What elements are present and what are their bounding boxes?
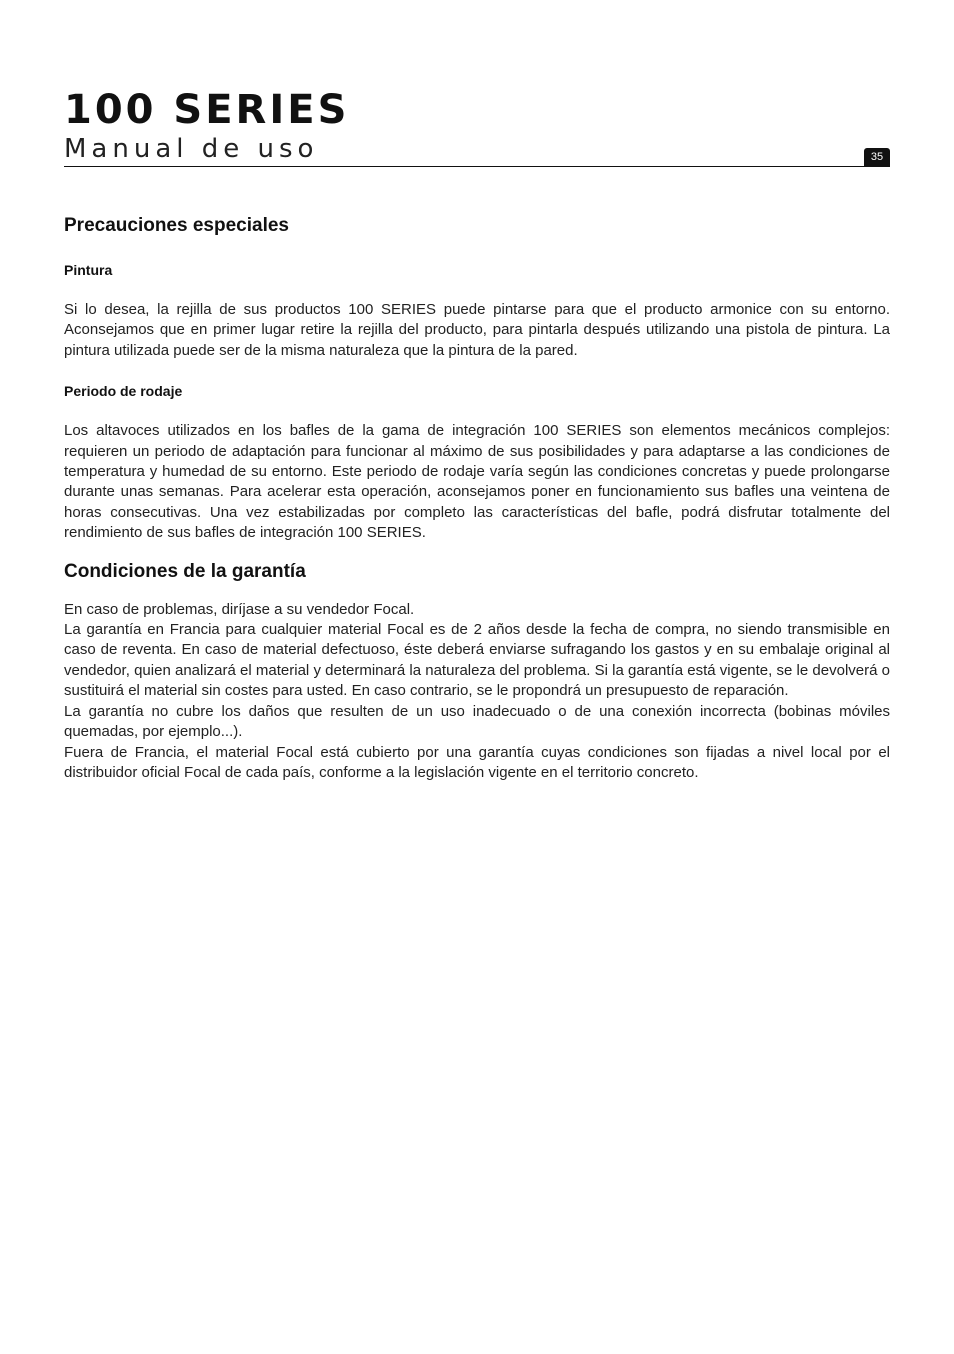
- paragraph: La garantía no cubre los daños que resulten de un uso inadecuado o de una conexión incorrecta (bobinas móviles quemadas, por ejemplo...).: [64, 702, 890, 741]
- paragraph: En caso de problemas, diríjase a su vendedor Focal.: [64, 600, 415, 618]
- page-header: [64, 86, 890, 164]
- document-title: 100 SERIES: [64, 87, 350, 133]
- header-divider: [64, 166, 890, 167]
- paragraph: La garantía en Francia para cualquier material Focal es de 2 años desde la fecha de compra, no siendo transmisible en caso de reventa. En caso de material defectuoso, éste deberá enviarse sufragando los gastos y en su embalaje original al vendedor, quien analizará el material y determinará la naturaleza del problema. Si la garantía está vigente, se le devolverá o sustituirá el material sin costes para usted. En caso contrario, se le propondrá un presupuesto de reparación.: [64, 621, 890, 700]
- paragraph: Si lo desea, la rejilla de sus productos 100 SERIES puede pintarse para que el producto armonice con su entorno. Aconsejamos que en primer lugar retire la rejilla del producto, para pintarla después utilizando una pistola de pintura. La pintura utilizada puede ser de la misma naturaleza que la pintura de la pared.: [64, 301, 890, 359]
- section-title: Precauciones especiales: [64, 215, 289, 236]
- section-title: Condiciones de la garantía: [64, 560, 306, 582]
- section-garantia: [64, 558, 890, 784]
- subsection-title: Periodo de rodaje: [64, 383, 183, 400]
- subsection-title: Pintura: [64, 262, 113, 278]
- paragraph: Los altavoces utilizados en los bafles de la gama de integración 100 SERIES son elementos mecánicos complejos: requieren un periodo de adaptación para funcionar al máximo de sus posibilidades y para adaptarse a las condiciones de temperatura y humedad de su entorno. Este periodo de rodaje varía según las condiciones concretas y puede prolongarse durante unas semanas. Para acelerar esta operación, aconsejamos poner en funcionamiento sus bafles una veintena de horas consecutivas. Una vez estabilizadas por completo las características del bafle, podrá disfrutar totalmente del rendimiento de sus bafles de integración 100 SERIES.: [64, 422, 890, 542]
- document-subtitle: Manual de uso: [64, 134, 319, 164]
- paragraph: Fuera de Francia, el material Focal está cubierto por una garantía cuyas condiciones son fijadas a nivel local por el distribuidor oficial Focal de cada país, conforme a la legislación vigente en el territorio concreto.: [64, 743, 890, 781]
- section-precauciones: [64, 212, 890, 544]
- main-content: [64, 212, 890, 783]
- page-number-badge: 35: [864, 148, 890, 166]
